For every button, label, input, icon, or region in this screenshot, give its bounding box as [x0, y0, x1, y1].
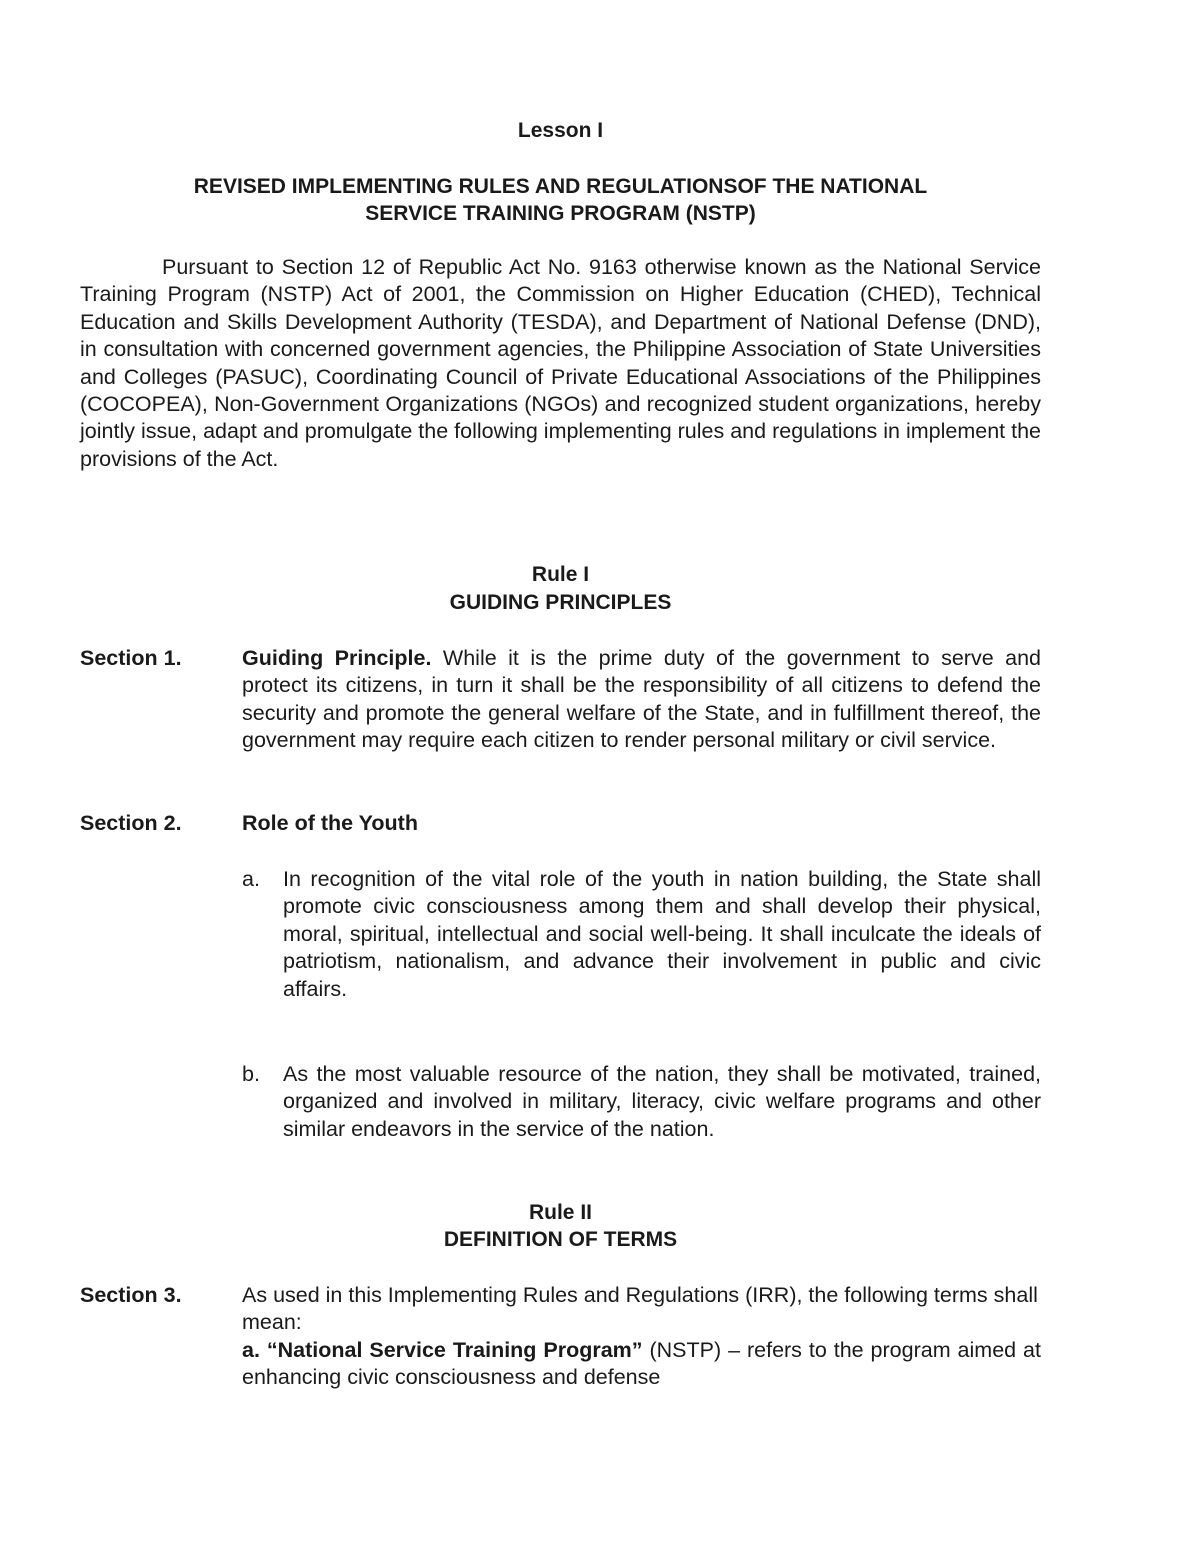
section-3-item-text: (NSTP) – refers to the program aimed at enhancing civic consciousness and defense [242, 1338, 1041, 1390]
section-2-label: Section 2. [80, 811, 182, 835]
intro-paragraph: Pursuant to Section 12 of Republic Act No. 9163 otherwise known as the National Service Training Program (NSTP) Act of 2001, the Commission on Higher Education (CHED), Technical Education and Skills Development Authority (TESDA), and Department of National Defense (DND), in consultation with concerned government agencies, the Philippine Association of State Universities and Colleges (PASUC), Coordinating Council of Private Educational Associations of the Philippines (COCOPEA), Non-Government Organizations (NGOs) and recognized student organizations, hereby jointly issue, adapt and promulgate the following implementing rules and regulations in implement the provisions of the Act. [80, 255, 1041, 471]
section-3-item-a [242, 1337, 1041, 1392]
section-1-label: Section 1. [80, 646, 182, 670]
list-item-marker: a. [242, 867, 260, 891]
list-item [242, 1061, 1041, 1143]
rule-2-title: DEFINITION OF TERMS [443, 1228, 678, 1251]
rule-1-title: GUIDING PRINCIPLES [449, 591, 672, 614]
list-item-text: As the most valuable resource of the nation, they shall be motivated, trained, organized and involved in military, literacy, civic welfare programs and other similar endeavors in the service of the nation. [283, 1062, 1041, 1141]
document-title-line-2: SERVICE TRAINING PROGRAM (NSTP) [365, 202, 756, 225]
rule-2-number: Rule II [528, 1201, 592, 1224]
section-1-text: While it is the prime duty of the government to serve and protect its citizens, in turn it shall be the responsibility of all citizens to defend the security and promote the general welfare of the State, and in fulfillment thereof, the government may require each citizen to render personal military or civil service. [242, 646, 1041, 753]
section-3-text: As used in this Implementing Rules and Regulations (IRR), the following terms shall mean: [242, 1283, 1038, 1335]
lesson-title: Lesson I [517, 119, 604, 142]
section-1-heading: Guiding Principle. [242, 646, 432, 670]
section-3-item-term: “National Service Training Program” [266, 1338, 643, 1362]
list-item-marker: b. [242, 1062, 260, 1086]
section-3-item-marker: a. [242, 1338, 260, 1362]
section-3-label: Section 3. [80, 1283, 182, 1307]
rule-1-number: Rule I [531, 563, 590, 586]
list-item [242, 866, 1041, 1003]
document-title-line-1: REVISED IMPLEMENTING RULES AND REGULATIONSOF THE NATIONAL [193, 175, 928, 198]
section-2-heading: Role of the Youth [242, 811, 418, 835]
list-item-text: In recognition of the vital role of the youth in nation building, the State shall promote civic consciousness among them and shall develop their physical, moral, spiritual, intellectual and social well-being. It shall inculcate the ideals of patriotism, nationalism, and advance their involvement in public and civic affairs. [283, 867, 1041, 1001]
section-1-body [242, 645, 1041, 755]
